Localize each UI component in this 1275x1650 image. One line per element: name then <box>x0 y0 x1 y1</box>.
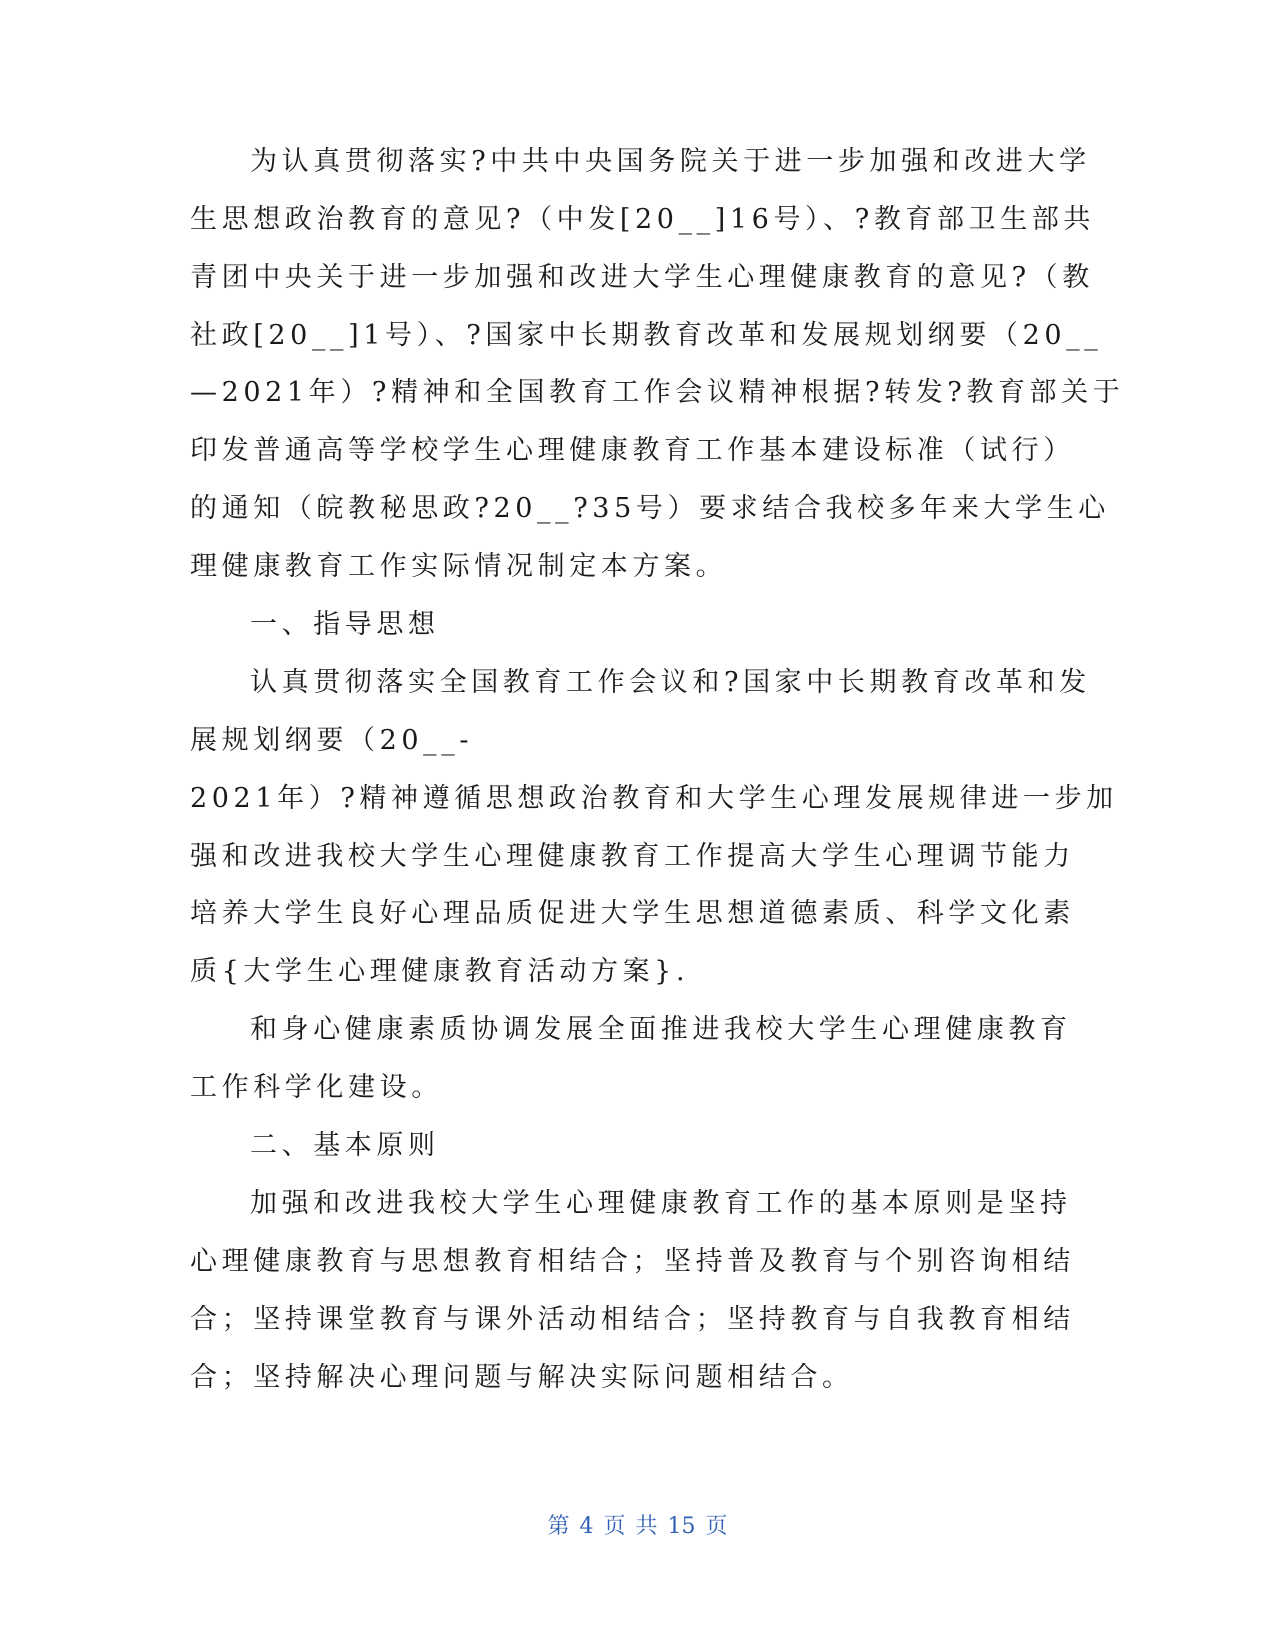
footer-suffix: 页 <box>705 1514 728 1539</box>
text-line: —2021年）?精神和全国教育工作会议精神根据?转发?教育部关于 <box>190 377 1125 408</box>
text-line: 心理健康教育与思想教育相结合；坚持普及教育与个别咨询相结 <box>190 1246 1075 1277</box>
heading-basic-principles: 二、基本原则 <box>250 1130 440 1161</box>
text-line: 和身心健康素质协调发展全面推进我校大学生心理健康教育 <box>250 1014 1072 1045</box>
text-line: 工作科学化建设。 <box>190 1072 443 1103</box>
text-line: 加强和改进我校大学生心理健康教育工作的基本原则是坚持 <box>250 1188 1072 1219</box>
text-line: 为认真贯彻落实?中共中央国务院关于进一步加强和改进大学 <box>250 146 1091 177</box>
text-line: 质{大学生心理健康教育活动方案}. <box>190 956 690 987</box>
text-line: 的通知（皖教秘思政?20__?35号）要求结合我校多年来大学生心 <box>190 493 1110 524</box>
text-line: 合；坚持解决心理问题与解决实际问题相结合。 <box>190 1362 854 1393</box>
text-line: 强和改进我校大学生心理健康教育工作提高大学生心理调节能力 <box>190 841 1075 872</box>
text-line: 社政[20__]1号）、?国家中长期教育改革和发展规划纲要（20__ <box>190 320 1103 351</box>
text-line: 2021年）?精神遵循思想政治教育和大学生心理发展规律进一步加 <box>190 783 1118 814</box>
footer-prefix: 第 <box>547 1514 570 1539</box>
text-line: 印发普通高等学校学生心理健康教育工作基本建设标准（试行） <box>190 435 1075 466</box>
heading-guiding-ideology: 一、指导思想 <box>250 609 440 640</box>
footer-current-page: 4 <box>579 1514 594 1539</box>
footer-page-label: 页 <box>603 1514 626 1539</box>
footer-total-label: 共 <box>635 1514 658 1539</box>
text-line: 生思想政治教育的意见?（中发[20__]16号）、?教育部卫生部共 <box>190 204 1096 235</box>
text-line: 培养大学生良好心理品质促进大学生思想道德素质、科学文化素 <box>190 898 1075 929</box>
footer-total-pages: 15 <box>667 1514 696 1539</box>
text-line: 展规划纲要（20__- <box>190 725 474 756</box>
page-number-footer <box>0 1513 1275 1541</box>
text-line: 合；坚持课堂教育与课外活动相结合；坚持教育与自我教育相结 <box>190 1304 1075 1335</box>
text-line: 理健康教育工作实际情况制定本方案。 <box>190 551 728 582</box>
text-line: 认真贯彻落实全国教育工作会议和?国家中长期教育改革和发 <box>250 667 1091 698</box>
text-line: 青团中央关于进一步加强和改进大学生心理健康教育的意见?（教 <box>190 262 1094 293</box>
